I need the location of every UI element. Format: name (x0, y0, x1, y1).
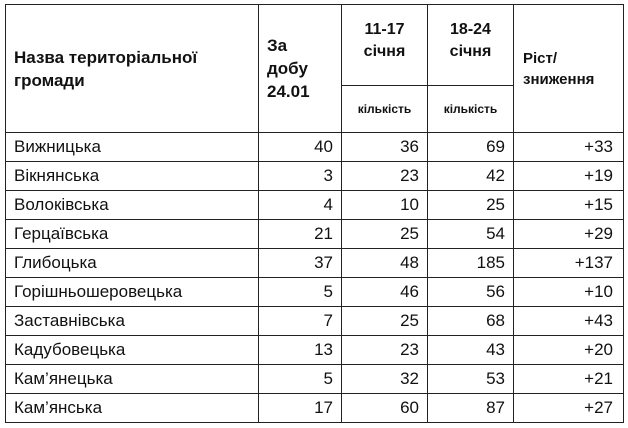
header-week-18-24 (428, 5, 514, 86)
header-community-name (6, 5, 259, 133)
growth-cell: +15 (514, 191, 624, 220)
week2-count-cell: 56 (428, 278, 514, 307)
per-day-cell: 40 (259, 133, 342, 162)
table-row (6, 307, 624, 336)
per-day-cell: 37 (259, 249, 342, 278)
community-name-cell: Кам’янецька (6, 365, 259, 394)
table-row (6, 133, 624, 162)
community-name-cell: Герцаївська (6, 220, 259, 249)
week1-count-cell: 25 (342, 307, 428, 336)
week1-count-cell: 25 (342, 220, 428, 249)
per-day-cell: 21 (259, 220, 342, 249)
community-name-cell: Вижницька (6, 133, 259, 162)
week2-count-cell: 43 (428, 336, 514, 365)
table-row (6, 278, 624, 307)
table-body (6, 133, 624, 423)
growth-cell: +19 (514, 162, 624, 191)
subheader-count-week1: кількість (342, 86, 428, 133)
header-week1-line1: 11-17 (364, 21, 405, 38)
growth-cell: +27 (514, 394, 624, 423)
community-name-cell: Волоківська (6, 191, 259, 220)
per-day-cell: 17 (259, 394, 342, 423)
per-day-cell: 3 (259, 162, 342, 191)
per-day-cell: 7 (259, 307, 342, 336)
subheader-count-week2: кількість (428, 86, 514, 133)
table-row (6, 162, 624, 191)
covid-cases-table (5, 4, 624, 423)
week1-count-cell: 46 (342, 278, 428, 307)
header-per-day-line1: За (267, 36, 288, 55)
header-row (6, 5, 624, 86)
week2-count-cell: 25 (428, 191, 514, 220)
per-day-cell: 4 (259, 191, 342, 220)
header-week1-line2: січня (363, 43, 406, 60)
week2-count-cell: 53 (428, 365, 514, 394)
community-name-cell: Вікнянська (6, 162, 259, 191)
week1-count-cell: 48 (342, 249, 428, 278)
per-day-cell: 5 (259, 365, 342, 394)
week1-count-cell: 23 (342, 162, 428, 191)
header-per-day (259, 5, 342, 133)
week2-count-cell: 54 (428, 220, 514, 249)
per-day-cell: 13 (259, 336, 342, 365)
table-row (6, 220, 624, 249)
week1-count-cell: 60 (342, 394, 428, 423)
header-per-day-line3: 24.01 (267, 82, 310, 101)
growth-cell: +43 (514, 307, 624, 336)
week1-count-cell: 10 (342, 191, 428, 220)
header-week-11-17 (342, 5, 428, 86)
week2-count-cell: 87 (428, 394, 514, 423)
community-name-cell: Горішньошеровецька (6, 278, 259, 307)
header-community-name-line2: громади (14, 70, 85, 90)
growth-cell: +21 (514, 365, 624, 394)
community-name-cell: Заставнівська (6, 307, 259, 336)
header-per-day-line2: добу (267, 59, 308, 78)
community-name-cell: Кадубовецька (6, 336, 259, 365)
header-growth (514, 5, 624, 133)
week2-count-cell: 69 (428, 133, 514, 162)
growth-cell: +33 (514, 133, 624, 162)
growth-cell: +20 (514, 336, 624, 365)
growth-cell: +29 (514, 220, 624, 249)
growth-cell: +137 (514, 249, 624, 278)
week1-count-cell: 36 (342, 133, 428, 162)
community-name-cell: Кам’янська (6, 394, 259, 423)
table-row (6, 336, 624, 365)
header-week2-line2: січня (449, 43, 492, 60)
table-row (6, 365, 624, 394)
table-row (6, 191, 624, 220)
week2-count-cell: 68 (428, 307, 514, 336)
week1-count-cell: 23 (342, 336, 428, 365)
week2-count-cell: 42 (428, 162, 514, 191)
week2-count-cell: 185 (428, 249, 514, 278)
header-community-name-line1: Назва територіальної (14, 47, 198, 67)
header-growth-line2: зниження (523, 70, 595, 88)
week1-count-cell: 32 (342, 365, 428, 394)
header-growth-line1: Ріст/ (523, 49, 558, 67)
header-week2-line1: 18-24 (450, 21, 491, 38)
growth-cell: +10 (514, 278, 624, 307)
table-row (6, 249, 624, 278)
community-name-cell: Глибоцька (6, 249, 259, 278)
per-day-cell: 5 (259, 278, 342, 307)
table-row (6, 394, 624, 423)
